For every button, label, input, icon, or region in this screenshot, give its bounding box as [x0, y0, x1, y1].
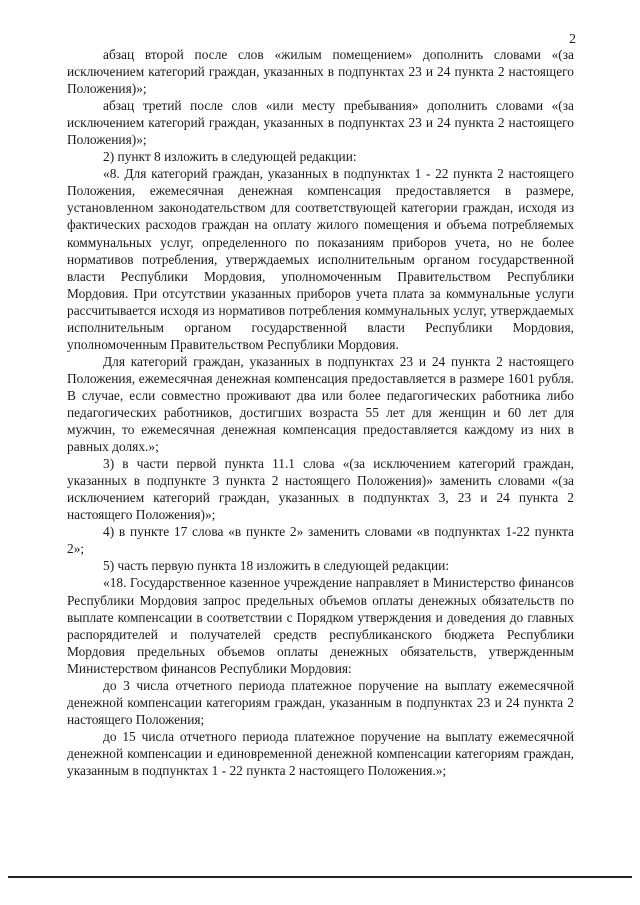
bottom-rule: [8, 876, 632, 878]
paragraph: «8. Для категорий граждан, указанных в подпунктах 1 - 22 пункта 2 настоящего Положения, ежемесячная денежная компенсация предоставляется в размере, установленном законодательством для соответствующей категории граждан, исходя из фактических расходов граждан на оплату жилого помещения и объема потребляемых коммунальных услуг, определенного по показаниям приборов учета, но не более нормативов потребления, утверждаемых исполнительным органом государственной власти Республики Мордовия, уполномоченным Правительством Республики Мордовия. При отсутствии указанных приборов учета плата за коммунальные услуги рассчитывается исходя из нормативов потребления коммунальных услуг, утверждаемых исполнительным органом государственной власти Республики Мордовия, уполномоченным Правительством Республики Мордовия.: [67, 166, 574, 352]
paragraph: до 3 числа отчетного периода платежное поручение на выплату ежемесячной денежной компенсации категориям граждан, указанным в подпунктах 23 и 24 пункта 2 настоящего Положения;: [67, 677, 574, 727]
paragraph: 5) часть первую пункта 18 изложить в следующей редакции:: [103, 558, 450, 574]
page-number: 2: [569, 32, 576, 47]
paragraph: «18. Государственное казенное учреждение направляет в Министерство финансов Республики Мордовия запрос предельных объемов оплаты денежных обязательств по выплате компенсации в соответствии с Порядком утверждения и доведения до главных распорядителей и получателей средств республиканского бюджета Республики Мордовия предельных объемов оплаты денежных обязательств, утвержденным Министерством финансов Республики Мордовия:: [67, 575, 574, 676]
paragraph: 4) в пункте 17 слова «в пункте 2» заменить словами «в подпунктах 1-22 пункта 2»;: [67, 524, 574, 557]
paragraph: Для категорий граждан, указанных в подпунктах 23 и 24 пункта 2 настоящего Положения, ежемесячная денежная компенсация предоставляется в размере 1601 рубля. В случае, если совместно проживают два или более педагогических работника либо педагогических работников, достигших возраста 55 лет для женщин и 60 лет для мужчин, то ежемесячная денежная компенсация предоставляется каждому из них в равных долях.»;: [67, 353, 574, 455]
paragraph: абзац третий после слов «или месту пребывания» дополнить словами «(за исключением категорий граждан, указанных в подпунктах 23 и 24 пункта 2 настоящего Положения)»;: [67, 98, 574, 148]
paragraph: абзац второй после слов «жилым помещением» дополнить словами «(за исключением категорий граждан, указанных в подпунктах 23 и 24 пункта 2 настоящего Положения)»;: [67, 47, 574, 97]
document-body: [67, 46, 574, 779]
paragraph: до 15 числа отчетного периода платежное поручение на выплату ежемесячной денежной компенсации и единовременной денежной компенсации категориям граждан, указанным в подпунктах 1 - 22 пункта 2 настоящего Положения.»;: [67, 728, 574, 778]
paragraph: 3) в части первой пункта 11.1 слова «(за исключением категорий граждан, указанных в подпункте 3 пункта 2 настоящего Положения)» заменить словами «(за исключением категорий граждан, указанных в подпунктах 3, 23 и 24 пункта 2 настоящего Положения)»;: [67, 456, 574, 523]
paragraph: 2) пункт 8 изложить в следующей редакции:: [103, 149, 357, 165]
